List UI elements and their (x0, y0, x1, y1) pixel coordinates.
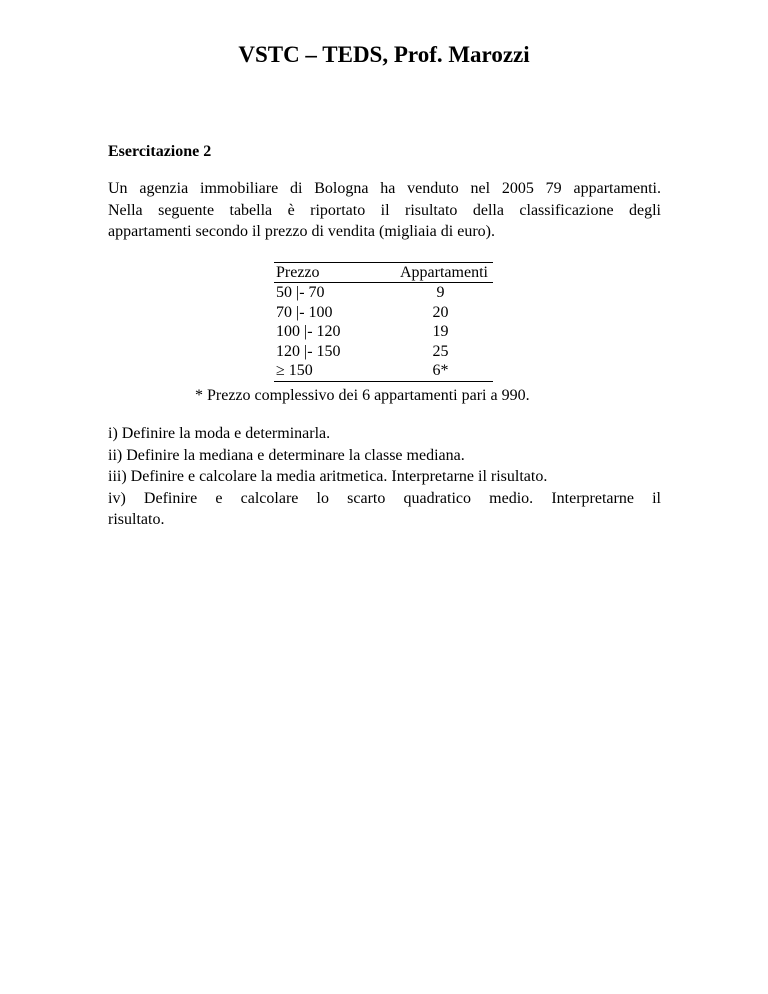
column-header-price: Prezzo (276, 264, 320, 281)
question-item: i) Definire la moda e determinarla. (108, 425, 331, 442)
count-cell: 20 (432, 303, 449, 321)
count-cell: 9 (436, 284, 445, 301)
table-row (274, 361, 493, 382)
price-class-cell: 50 |- 70 (276, 284, 325, 301)
count-cell: 6* (432, 362, 449, 379)
price-class-cell: 120 |- 150 (276, 342, 341, 360)
table-row (274, 303, 493, 323)
price-class-cell: 100 |- 120 (276, 323, 341, 340)
table-header-row (274, 263, 493, 283)
table-row (274, 342, 493, 362)
count-cell: 19 (432, 323, 449, 340)
count-cell: 25 (432, 342, 449, 360)
table-row (274, 322, 493, 342)
question-item: iii) Definire e calcolare la media aritmetica. Interpretarne il risultato. (108, 468, 548, 485)
question-list (108, 423, 661, 531)
price-class-cell: ≥ 150 (276, 362, 313, 379)
price-frequency-table (274, 262, 493, 382)
page-title: VSTC – TEDS, Prof. Marozzi (238, 42, 530, 67)
exercise-intro (108, 178, 661, 243)
table-row (274, 283, 493, 303)
intro-line: Nella seguente tabella è riportato il risultato della classificazione degli (108, 201, 661, 219)
price-class-cell: 70 |- 100 (276, 303, 333, 321)
column-header-count: Appartamenti (400, 264, 488, 281)
question-item-continuation: risultato. (108, 511, 165, 528)
question-item: ii) Definire la mediana e determinare la classe mediana. (108, 446, 465, 464)
table-footnote: * Prezzo complessivo dei 6 appartamenti pari a 990. (195, 387, 530, 404)
intro-line: Un agenzia immobiliare di Bologna ha venduto nel 2005 79 appartamenti. (108, 180, 661, 197)
exercise-heading: Esercitazione 2 (108, 143, 212, 160)
question-item: iv) Definire e calcolare lo scarto quadratico medio. Interpretarne il (108, 489, 661, 507)
intro-line: appartamenti secondo il prezzo di vendita (migliaia di euro). (108, 223, 495, 240)
